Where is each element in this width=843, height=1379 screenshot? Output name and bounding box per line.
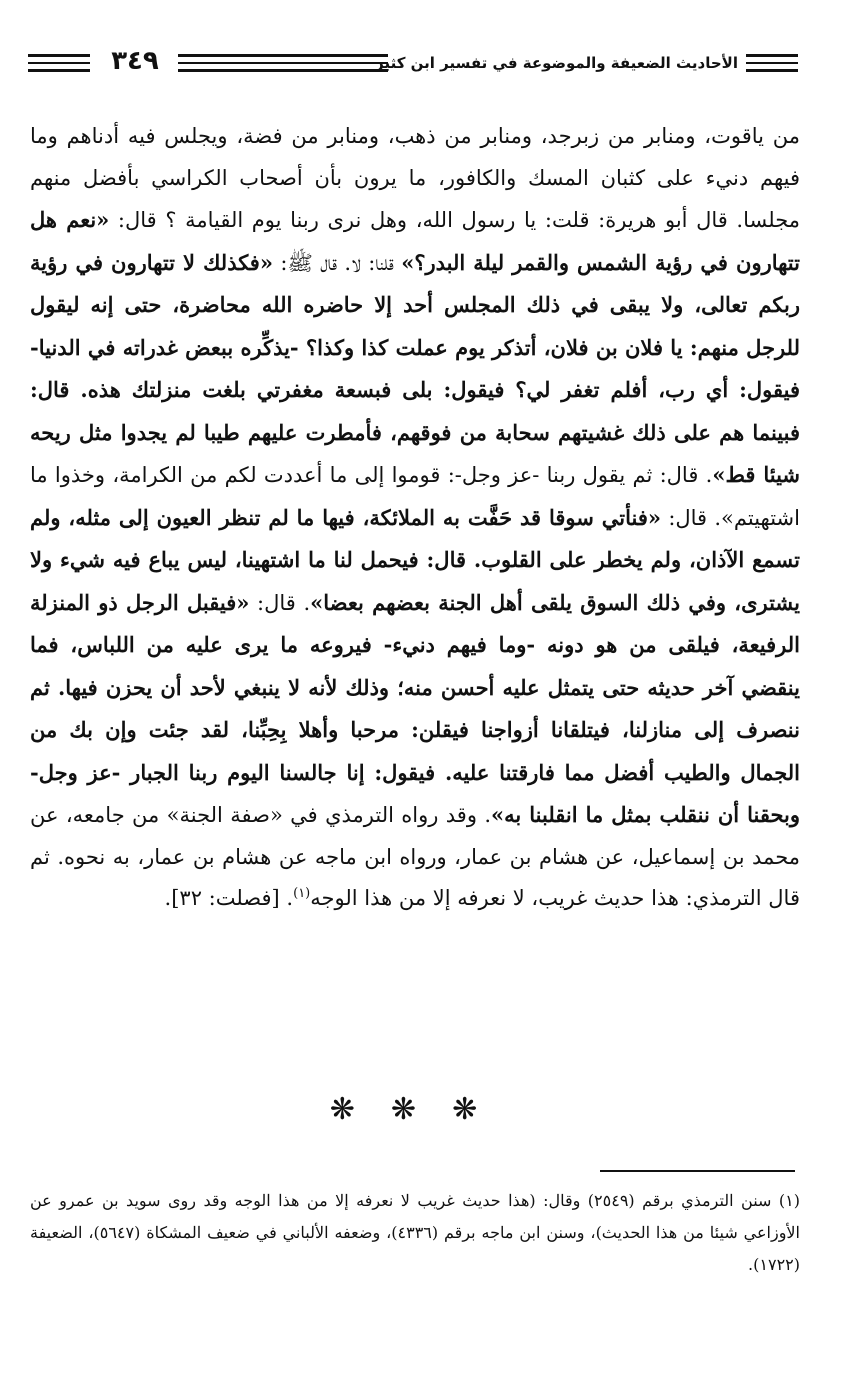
asterism-icon: ❋: [390, 1092, 453, 1127]
asterism-icon: ❋: [329, 1092, 391, 1127]
footnote-reference[interactable]: (١): [293, 886, 311, 901]
text-run: . قال: ثم يقول ربنا -عز وجل-: قوموا إلى ما أعددت لكم من الكرامة، وخذوا ما اشتهيتم». قال:: [30, 463, 800, 530]
header-rule-right-1: [746, 54, 798, 57]
header-rule-right-3: [746, 69, 798, 72]
footnotes: [30, 1185, 800, 1281]
paragraph: [30, 116, 800, 920]
hadith-quote: «فنأتي سوقا قد حَفَّت به الملائكة، فيها ما لم تنظر العيون إلى مثله، ولم تسمع الآذان، ولم يخطر على القلوب. قال: فيحمل لنا ما اشتهينا، ليس يباع فيه شيء ولا يشترى، وفي ذلك السوق يلقى أهل الجنة بعضهم بعضا»: [30, 504, 801, 615]
main-text: [30, 116, 800, 920]
header-rule-left-3: [28, 69, 90, 72]
header-rule-mid-2: [178, 62, 388, 64]
hadith-quote: «فكذلك لا تتهارون في رؤية ربكم تعالى، ولا يبقى في ذلك المجلس أحد إلا حاضره الله محاضرة، حتى إنه ليقول للرجل منهم: يا فلان بن فلان، أتذكر يوم عملت كذا وكذا؟ -يذكِّره ببعض غدراته في الدنيا- فيقول: أي رب، أفلم تغفر لي؟ فيقول: بلى فبسعة مغفرتي بلغت منزلتك هذه. قال: فبينما هم على ذلك غشيتهم سحابة من فوقهم، فأمطرت عليهم طيبا لم يجدوا مثل ريحه شيئا قط»: [30, 249, 801, 487]
footnote-rule: [600, 1170, 795, 1172]
hadith-quote: «فيقبل الرجل ذو المنزلة الرفيعة، فيلقى من هو دونه -وما فيهم دنيء- فيروعه ما يرى عليه من اللباس، فما ينقضي آخر حديثه حتى يتمثل عليه أحسن منه؛ وذلك لأنه لا ينبغي لأحد أن يحزن فيها. ثم ننصرف إلى منازلنا، فيتلقانا أزواجنا فيقلن: مرحبا وأهلا بِحِبِّنا، لقد جئت وإن بك من الجمال والطيب أفضل مما فارقتنا عليه. فيقول: إنا جالسنا اليوم ربنا الجبار -عز وجل- وبحقنا أن ننقلب بمثل ما انقلبنا به»: [30, 589, 800, 827]
text-run: قلنا: لا. قال ﷺ:: [272, 250, 402, 275]
header-rule-mid-1: [178, 54, 388, 57]
section-separator: [0, 1092, 843, 1127]
header-rule-left-2: [28, 62, 90, 64]
page-number: ٣٤٩: [111, 46, 159, 76]
text-run: من ياقوت، ومنابر من زبرجد، ومنابر من ذهب، ومنابر من فضة، ويجلس فيه أدناهم وما فيهم دنيء على كثبان المسك والكافور، ما يرون بأن أصحاب الكراسي بأفضل منهم مجلسا. قال أبو هريرة: قلت: يا رسول الله، وهل نرى ربنا يوم القيامة ؟ قال:: [30, 124, 800, 232]
text-run: . قال:: [249, 590, 311, 615]
header-rule-right-2: [746, 62, 798, 64]
header-rule-mid-3: [178, 69, 388, 72]
header-rule-left-1: [28, 54, 90, 57]
asterism-icon: ❋: [452, 1092, 514, 1127]
hadith-quote: «نعم هل تتهارون في رؤية الشمس والقمر ليلة البدر؟»: [30, 207, 800, 275]
running-title: الأحاديث الضعيفة والموضوعة في تفسير ابن كثير: [375, 54, 738, 72]
footnote: (١) سنن الترمذي برقم (٢٥٤٩) وقال: (هذا حديث غريب لا نعرفه إلا من هذا الوجه وقد روى سويد بن عمرو عن الأوزاعي شيئا من هذا الحديث)، وسنن ابن ماجه برقم (٤٣٣٦)، وضعفه الألباني في ضعيف المشكاة (٥٦٤٧)، الضعيفة (١٧٢٢).: [30, 1191, 800, 1274]
text-run: . [فصلت: ٣٢].: [164, 886, 294, 910]
text-run: . وقد رواه الترمذي في «صفة الجنة» من جامعه، عن محمد بن إسماعيل، عن هشام بن عمار، ورواه ابن ماجه عن هشام بن عمار، به نحوه. ثم قال الترمذي: هذا حديث غريب، لا نعرفه إلا من هذا الوجه: [30, 803, 800, 910]
page-header: [28, 46, 798, 86]
